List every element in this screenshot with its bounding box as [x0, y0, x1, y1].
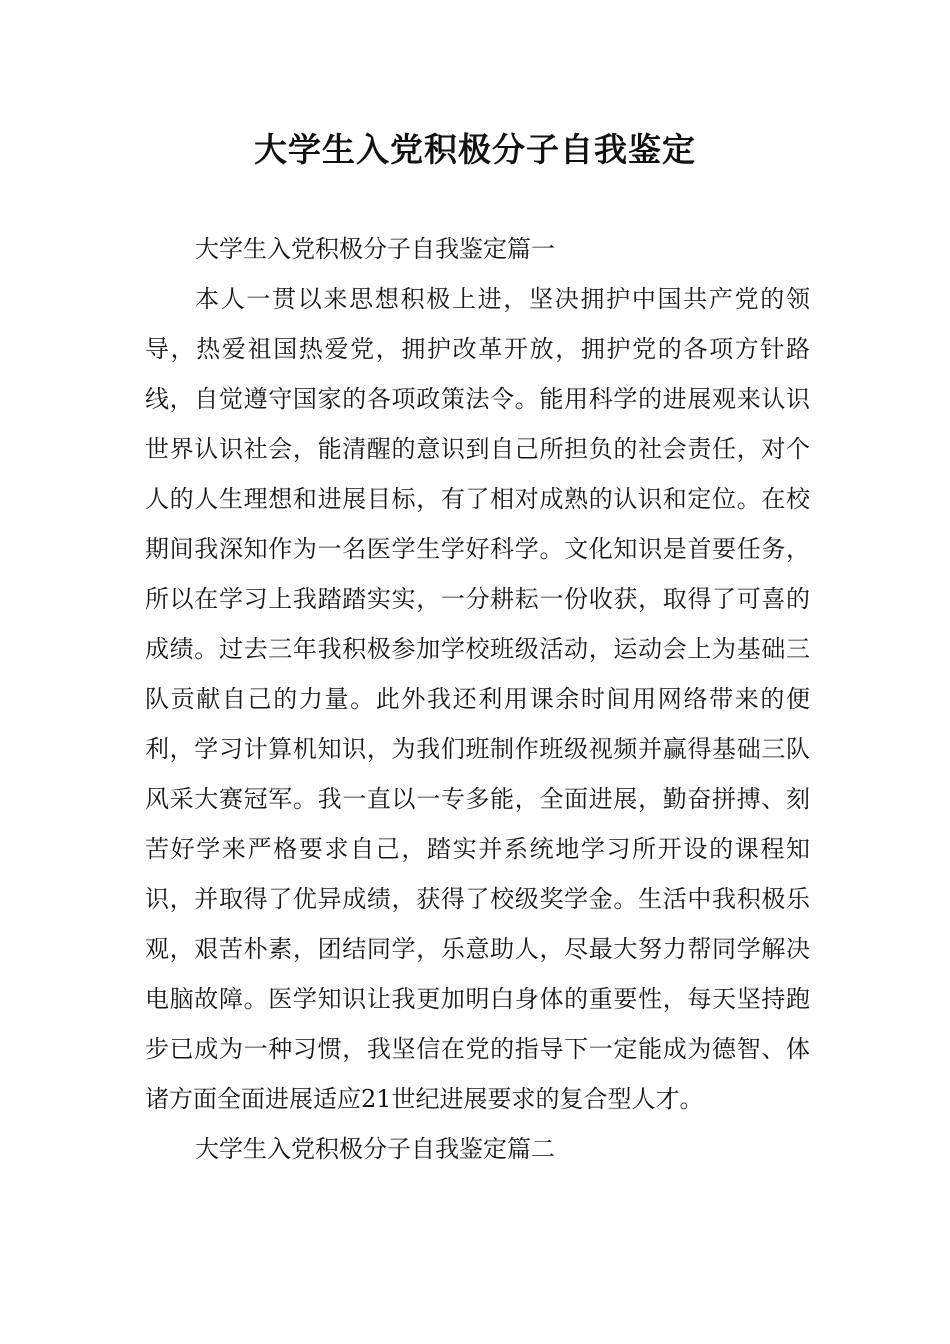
section-heading-1: 大学生入党积极分子自我鉴定篇一	[195, 235, 555, 263]
document-title: 大学生入党积极分子自我鉴定	[254, 130, 696, 169]
document-body	[145, 224, 810, 1174]
section-paragraph-1: 本人一贯以来思想积极上进，坚决拥护中国共产党的领导，热爱祖国热爱党，拥护改革开放，拥护党的各项方针路线，自觉遵守国家的各项政策法令。能用科学的进展观来认识世界认识社会，能清醒的意识到自己所担负的社会责任，对个人的人生理想和进展目标，有了相对成熟的认识和定位。在校期间我深知作为一名医学生学好科学。文化知识是首要任务，所以在学习上我踏踏实实，一分耕耘一份收获，取得了可喜的成绩。过去三年我积极参加学校班级活动，运动会上为基础三队贡献自己的力量。此外我还利用课余时间用网络带来的便利，学习计算机知识，为我们班制作班级视频并赢得基础三队风采大赛冠军。我一直以一专多能，全面进展，勤奋拼搏、刻苦好学来严格要求自己，踏实并系统地学习所开设的课程知识，并取得了优异成绩，获得了校级奖学金。生活中我积极乐观，艰苦朴素，团结同学，乐意助人，尽最大努力帮同学解决电脑故障。医学知识让我更加明白身体的重要性，每天坚持跑步已成为一种习惯，我坚信在党的指导下一定能成为德智、体诸方面全面进展适应21世纪进展要求的复合型人才。	[145, 285, 810, 1113]
section-heading-2: 大学生入党积极分子自我鉴定篇二	[195, 1135, 555, 1163]
